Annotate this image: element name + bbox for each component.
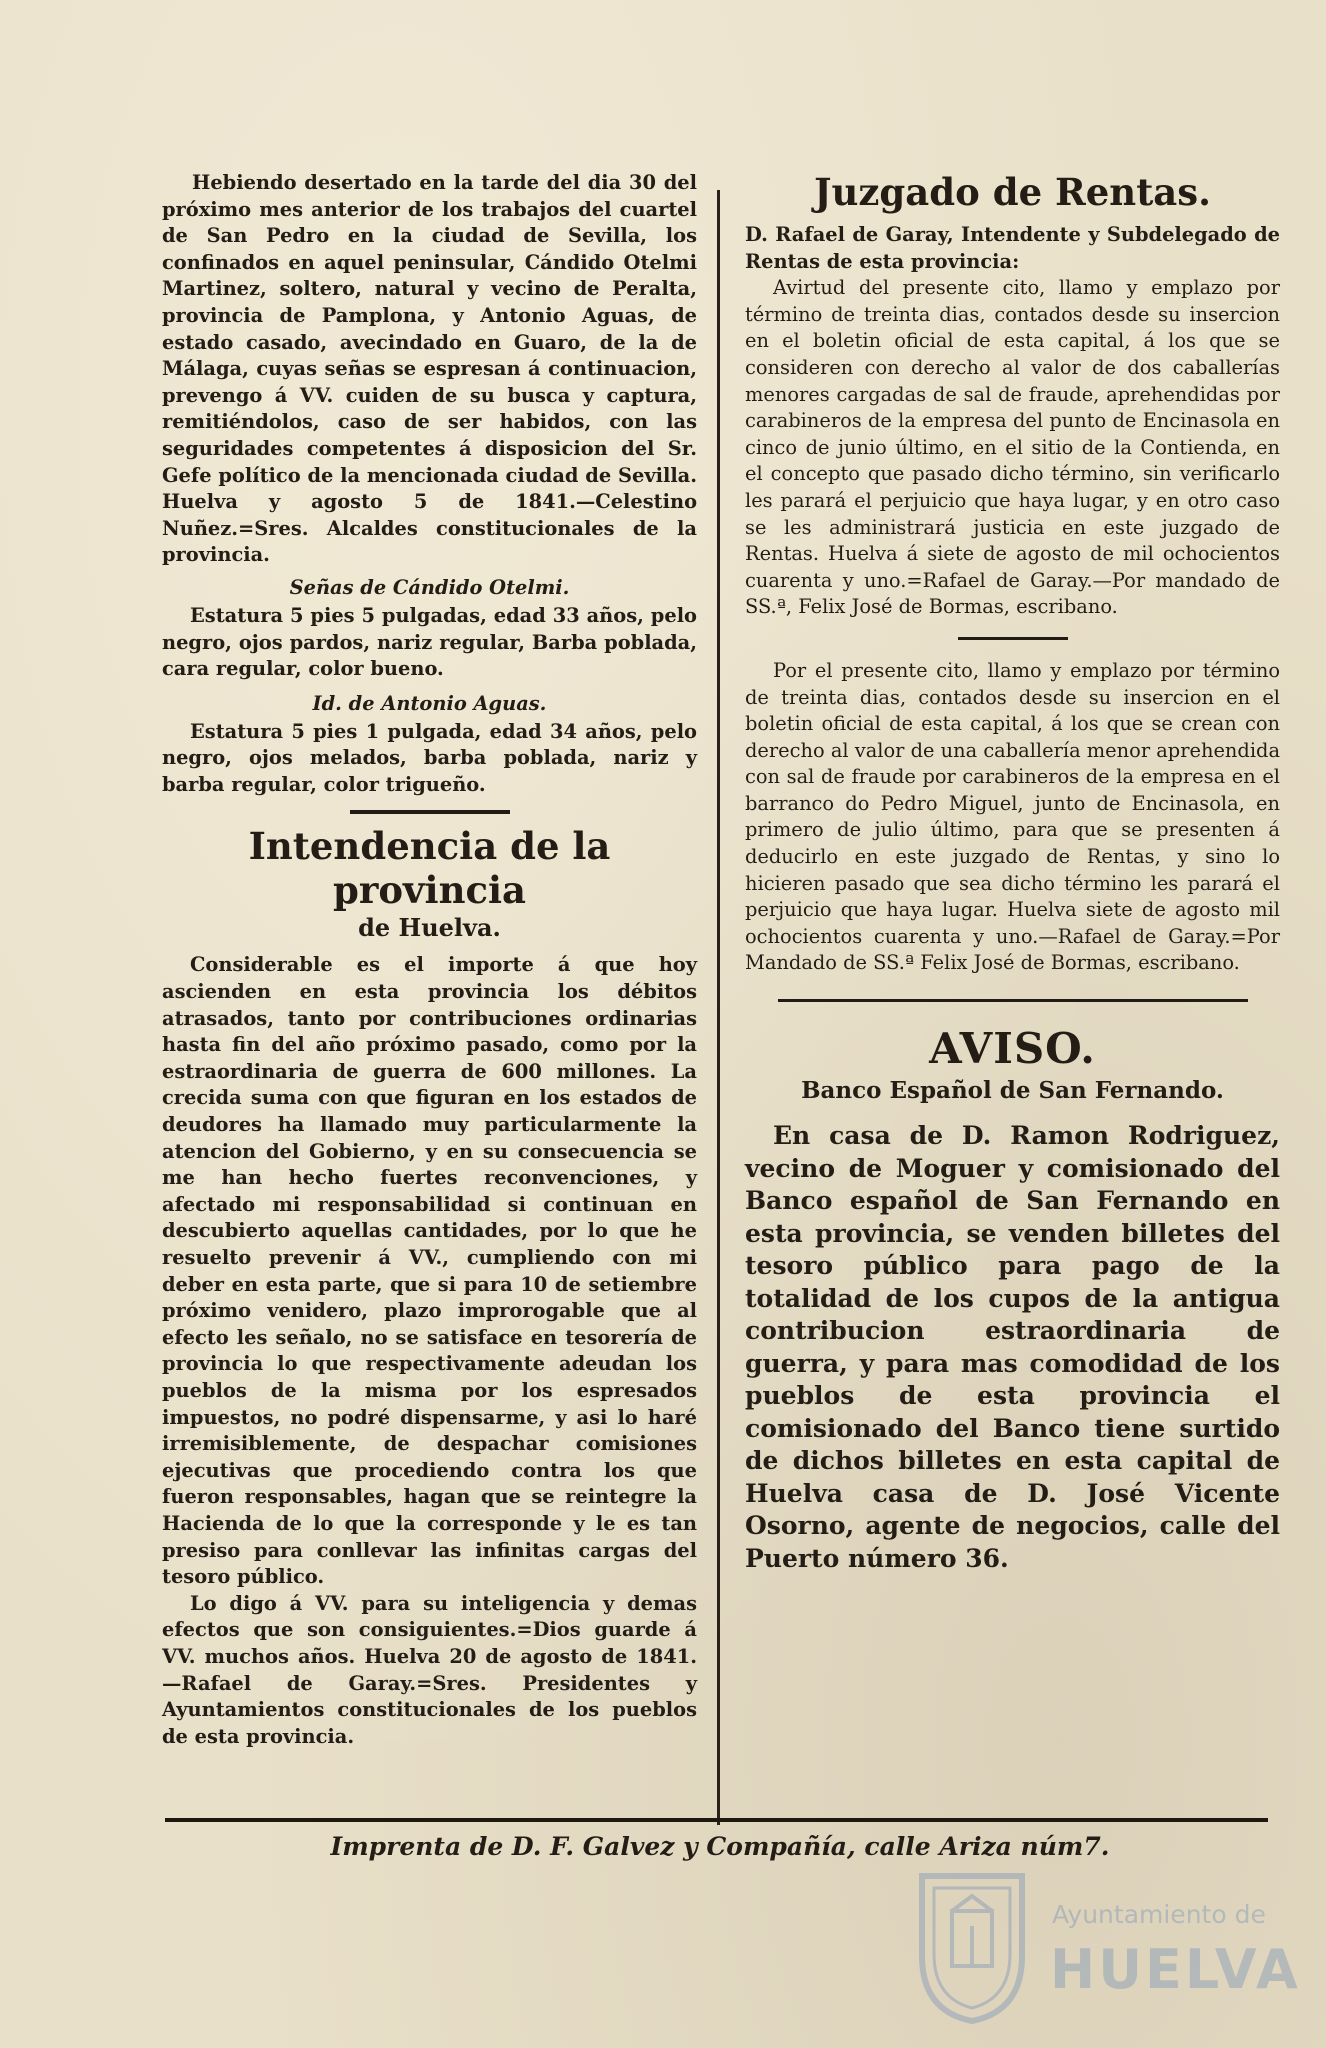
column-divider [717, 190, 720, 1825]
watermark-line-2: HUELVA [1050, 1938, 1301, 2001]
city-watermark [912, 1858, 1312, 2038]
juzgado-title: Juzgado de Rentas. [814, 170, 1211, 214]
juzgado-paragraph-2: Por el presente cito, llamo y emplazo por término de treinta dias, contados desde su insercion en el boletin oficial de esta capital, á los que se crean con derecho al valor de una caballería menor aprehendida con sal de fraude por carabineros de la empresa en el barranco do Pedro Miguel, junto de Encinasola, en primero de julio último, para que se presenten á deducirlo en este juzgado de Rentas, y sino lo hicieren pasado que sea dicho término les parará el perjuicio que haya lugar. Huelva siete de agosto mil ochocientos cuarenta y uno.—Rafael de Garay.=Por Mandado de SS.ª Felix José de Bormas, escribano. [745, 658, 1281, 975]
aviso-divider [778, 999, 1248, 1002]
coat-of-arms-icon [912, 1866, 1032, 2026]
desertion-notice: Hebiendo desertado en la tarde del dia 30 del próximo mes anterior de los trabajos del cuartel de San Pedro en la ciudad de Sevilla, los confinados en aquel peninsular, Cándido Otelmi Martinez, soltero, natural y vecino de Peralta, provincia de Pamplona, y Antonio Aguas, de estado casado, avecindado en Guaro, de la de Málaga, cuyas señas se espresan á continuacion, prevengo á VV. cuiden de su busca y captura, remitiéndolos, caso de ser habidos, con las seguridades competentes á disposicion del Sr. Gefe político de la mencionada ciudad de Sevilla. Huelva y agosto 5 de 1841.—Celestino Nuñez.=Sres. Alcaldes constitucionales de la provincia. [162, 171, 697, 567]
aviso-title: AVISO. [929, 1024, 1096, 1074]
right-column [745, 170, 1280, 1575]
senas-antonio-text: Estatura 5 pies 1 pulgada, edad 34 años, pelo negro, ojos melados, barba poblada, nariz y barba regular, color trigueño. [162, 719, 697, 796]
juzgado-heading-paragraph: D. Rafael de Garay, Intendente y Subdelegado de Rentas de esta provincia: [745, 223, 1280, 273]
senas-antonio-title: Id. de Antonio Aguas. [312, 691, 547, 715]
footer-rule [165, 1818, 1268, 1822]
intendencia-paragraph-1: Considerable es el importe á que hoy ascienden en esta provincia los débitos atrasados, tanto por contribuciones ordinarias hasta fin del año próximo pasado, como por la estraordinaria de guerra de 600 millones. La crecida suma con que figuran en los estados de deudores ha llamado muy particularmente la atencion del Gobierno, y en su consecuencia se me han hecho fuertes reconvenciones, y afectado mi responsabilidad si continuan en descubierto aquellas cantidades, por lo que he resuelto prevenir á VV., cumpliendo con mi deber en esta parte, que si para 10 de setiembre próximo venidero, plazo improrogable que al efecto les señalo, no se satisface en tesorería de provincia lo que respectivamente adeudan los pueblos de la misma por los espresados impuestos, no podré dispensarme, y asi lo haré irremisiblemente, de despachar comisiones ejecutivas que procediendo contra los que fueron responsables, hagan que se reintegre la Hacienda de lo que la corresponde y le es tan presiso para conllevar las infinitas cargas del tesoro público. [162, 953, 697, 1589]
intendencia-subtitle: de Huelva. [358, 913, 501, 943]
watermark-line-1: Ayuntamiento de [1052, 1900, 1266, 1929]
intendencia-title: Intendencia de la provincia [248, 824, 611, 913]
senas-candido-title: Señas de Cándido Otelmi. [289, 575, 570, 599]
juzgado-paragraph-1: Avirtud del presente cito, llamo y emplazo por término de treinta dias, contados desde su insercion en el boletin oficial de esta capital, á los que se consideren con derecho al valor de dos caballerías menores cargadas de sal de fraude, aprehendidas por carabineros de la empresa del punto de Encinasola en cinco de junio último, en el sitio de la Contienda, en el concepto que pasado dicho término, sin verificarlo les parará el perjuicio que haya lugar, y en otro caso se les administrará justicia en este juzgado de Rentas. Huelva á siete de agosto de mil ochocientos cuarenta y uno.=Rafael de Garay.—Por mandado de SS.ª, Felix José de Bormas, escribano. [745, 276, 1280, 619]
aviso-subtitle: Banco Español de San Fernando. [801, 1077, 1224, 1105]
printer-imprint: Imprenta de D. F. Galvez y Compañía, calle Ariza núm7. [330, 1832, 1110, 1861]
aviso-text: En casa de D. Ramon Rodriguez, vecino de Moguer y comisionado del Banco español de San Fernando en esta provincia, se venden billetes del tesoro público para pago de la totalidad de los cupos de la antigua contribucion estraordinaria de guerra, y para mas comodidad de los pueblos de esta provincia el comisionado del Banco tiene surtido de dichos billetes en esta capital de Huelva casa de D. José Vicente Osorno, agente de negocios, calle del Puerto número 36. [745, 1121, 1280, 1573]
section-divider [350, 810, 510, 814]
senas-candido-text: Estatura 5 pies 5 pulgadas, edad 33 años, pelo negro, ojos pardos, nariz regular, Barba poblada, cara regular, color bueno. [162, 603, 697, 681]
notice-divider [958, 637, 1068, 640]
left-column [162, 170, 697, 1750]
intendencia-paragraph-2: Lo digo á VV. para su inteligencia y demas efectos que son consiguientes.=Dios guarde á VV. muchos años. Huelva 20 de agosto de 1841.—Rafael de Garay.=Sres. Presidentes y Ayuntamientos constitucionales de los pueblos de esta provincia. [162, 1591, 697, 1748]
